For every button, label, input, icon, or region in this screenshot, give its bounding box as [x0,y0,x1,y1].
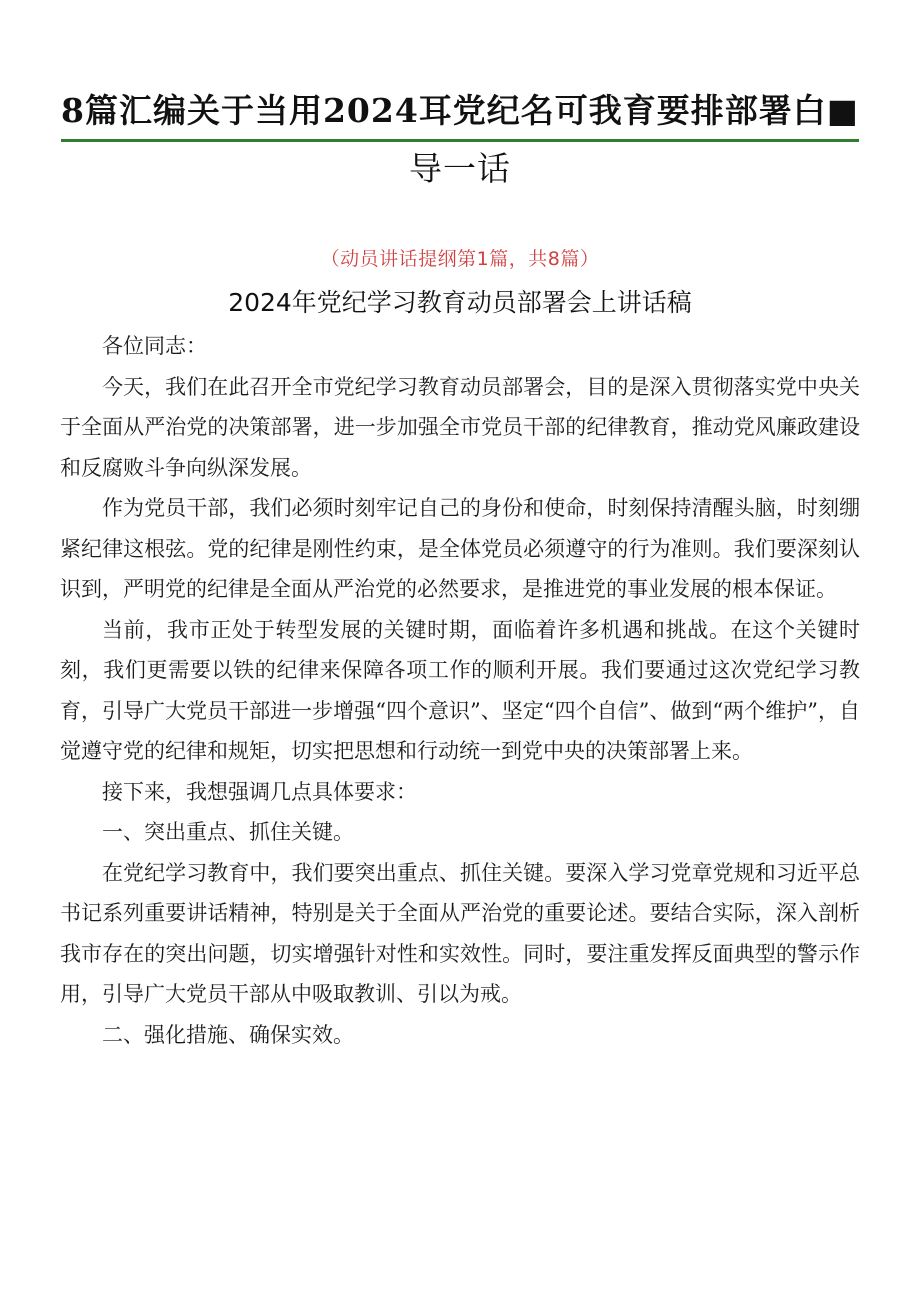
speech-body [60,326,860,1055]
paragraph: 在党纪学习教育中，我们要突出重点、抓住关键。要深入学习党章党规和习近平总书记系列重要讲话精神，特别是关于全面从严治党的重要论述。要结合实际，深入剖析我市存在的突出问题，切实增强针对性和实效性。同时，要注重发挥反面典型的警示作用，引导广大党员干部从中吸取教训、引以为戒。 [60,860,860,1006]
paragraph: 作为党员干部，我们必须时刻牢记自己的身份和使命，时刻保持清醒头脑，时刻绷紧纪律这根弦。党的纪律是刚性约束，是全体党员必须遵守的行为准则。我们要深刻认识到，严明党的纪律是全面从严治党的必然要求，是推进党的事业发展的根本保证。 [60,496,860,601]
speech-outline-subtitle: （动员讲话提纲第1篇，共8篇） [320,248,600,270]
section-heading-1: 一、突出重点、抓住关键。 [102,820,354,844]
paragraph: 接下来，我想强调几点具体要求： [102,779,417,804]
paragraph: 当前，我市正处于转型发展的关键时期，面临着许多机遇和挑战。在这个关键时刻，我们更需要以铁的纪律来保障各项工作的顺利开展。我们要通过这次党纪学习教育，引导广大党员干部进一步增强“四个意识”、坚定“四个自信”、做到“两个维护”，自觉遵守党的纪律和规矩，切实把思想和行动统一到党中央的决策部署上来。 [60,617,860,763]
section-heading-2: 二、强化措施、确保实效。 [102,1022,354,1047]
speech-title: 2024年党纪学习教育动员部署会上讲话稿 [228,288,692,317]
paragraph: 今天，我们在此召开全市党纪学习教育动员部署会，目的是深入贯彻落实党中央关于全面从严治党的决策部署，进一步加强全市党员干部的纪律教育，推动党风廉政建设和反腐败斗争向纵深发展。 [60,374,860,480]
paragraph-salutation: 各位同志： [102,334,207,358]
document-title-line2: 导一话 [409,149,511,188]
document-title [60,84,860,195]
document-title-line1: 8篇汇编关于当用2024耳党纪名可我育要排部署白■ [61,84,859,142]
